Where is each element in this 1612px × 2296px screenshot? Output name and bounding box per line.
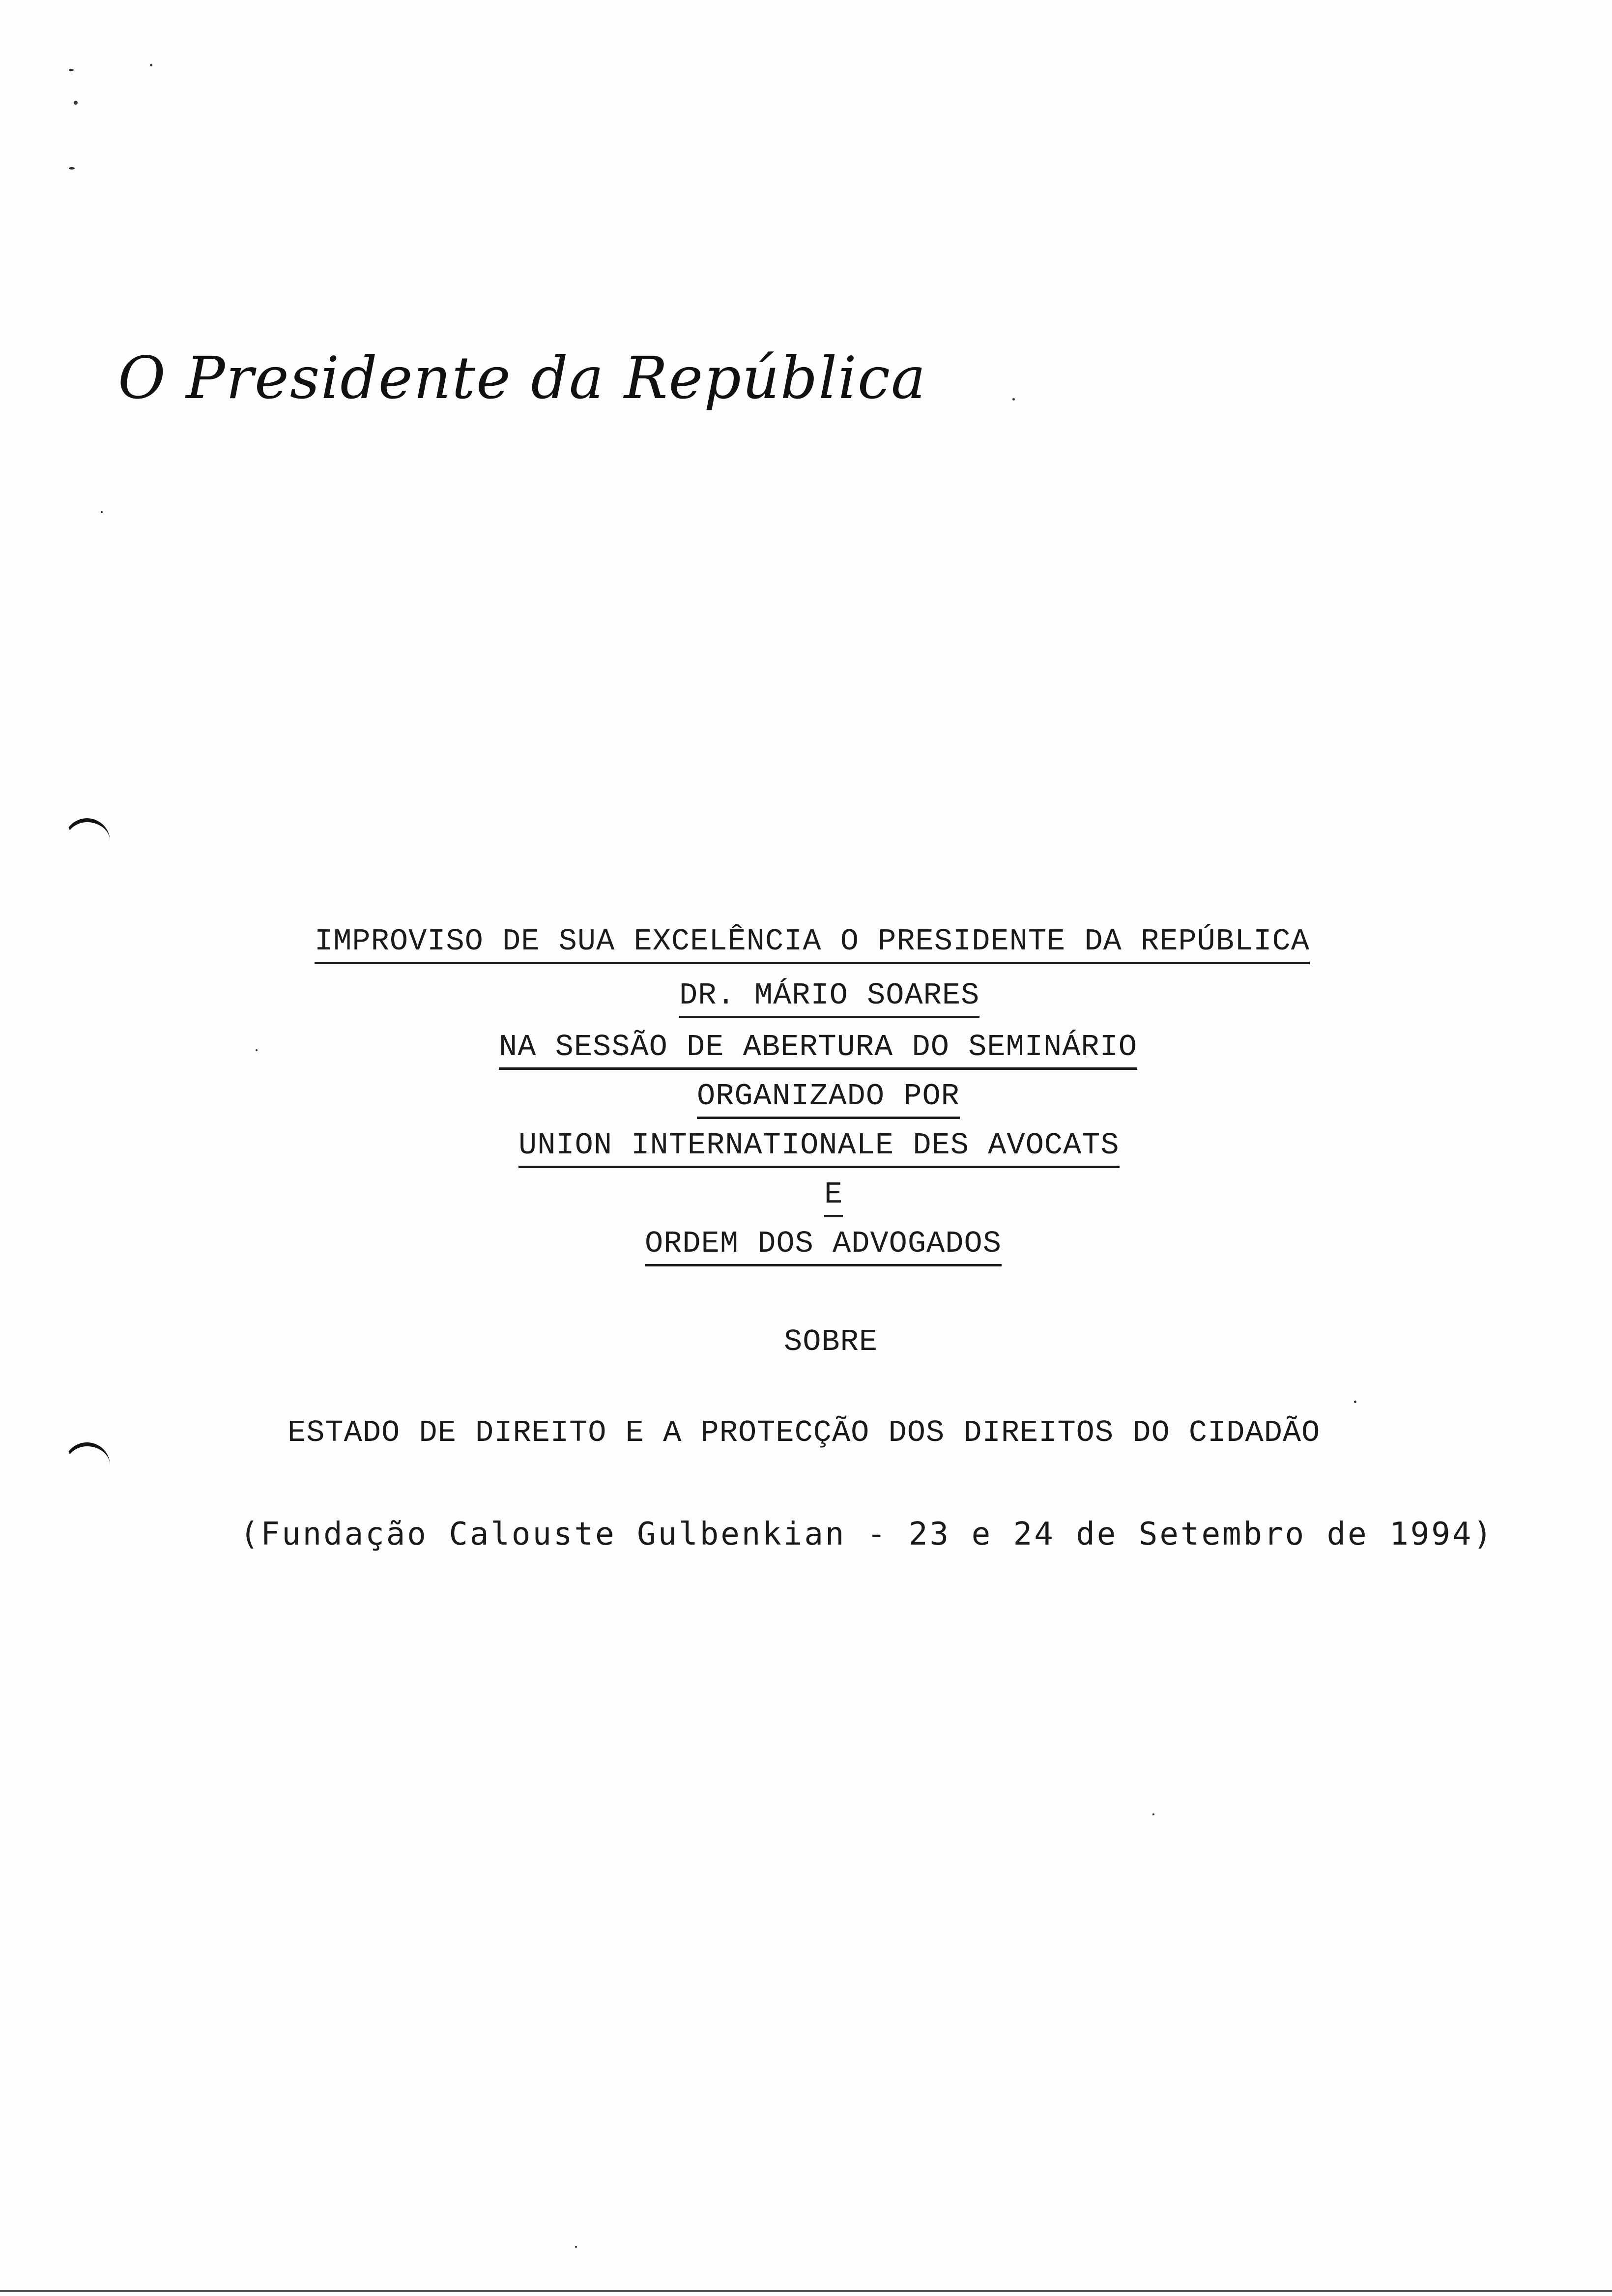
title-line-and: E	[824, 1177, 843, 1217]
scan-speck	[256, 1049, 258, 1051]
punch-hole-mark	[64, 1442, 110, 1466]
event-details: (Fundação Calouste Gulbenkian - 23 e 24 de Setembro de 1994)	[240, 1516, 1494, 1552]
letterhead-script: O Presidente da República	[118, 344, 927, 412]
scan-speck	[74, 101, 78, 105]
scan-speck	[150, 64, 152, 66]
title-line-improviso: IMPROVISO DE SUA EXCELÊNCIA O PRESIDENTE DA REPÚBLICA	[315, 924, 1310, 964]
title-line-organized: ORGANIZADO POR	[697, 1079, 960, 1119]
page-bottom-edge	[0, 2290, 1612, 2292]
scan-speck	[69, 167, 75, 170]
title-line-name: DR. MÁRIO SOARES	[679, 978, 979, 1018]
scan-speck	[1152, 1813, 1154, 1815]
about-label: SOBRE	[784, 1324, 878, 1359]
scan-speck	[1354, 1401, 1356, 1403]
scan-speck	[575, 2246, 577, 2248]
scan-speck	[101, 511, 103, 513]
title-line-uia: UNION INTERNATIONALE DES AVOCATS	[518, 1128, 1120, 1168]
about-subject: ESTADO DE DIREITO E A PROTECÇÃO DOS DIREITOS DO CIDADÃO	[288, 1415, 1321, 1450]
scan-speck	[1012, 398, 1015, 401]
title-line-ordem: ORDEM DOS ADVOGADOS	[645, 1226, 1002, 1266]
title-line-session: NA SESSÃO DE ABERTURA DO SEMINÁRIO	[499, 1030, 1137, 1070]
scan-speck	[69, 69, 74, 71]
punch-hole-mark	[64, 818, 110, 842]
